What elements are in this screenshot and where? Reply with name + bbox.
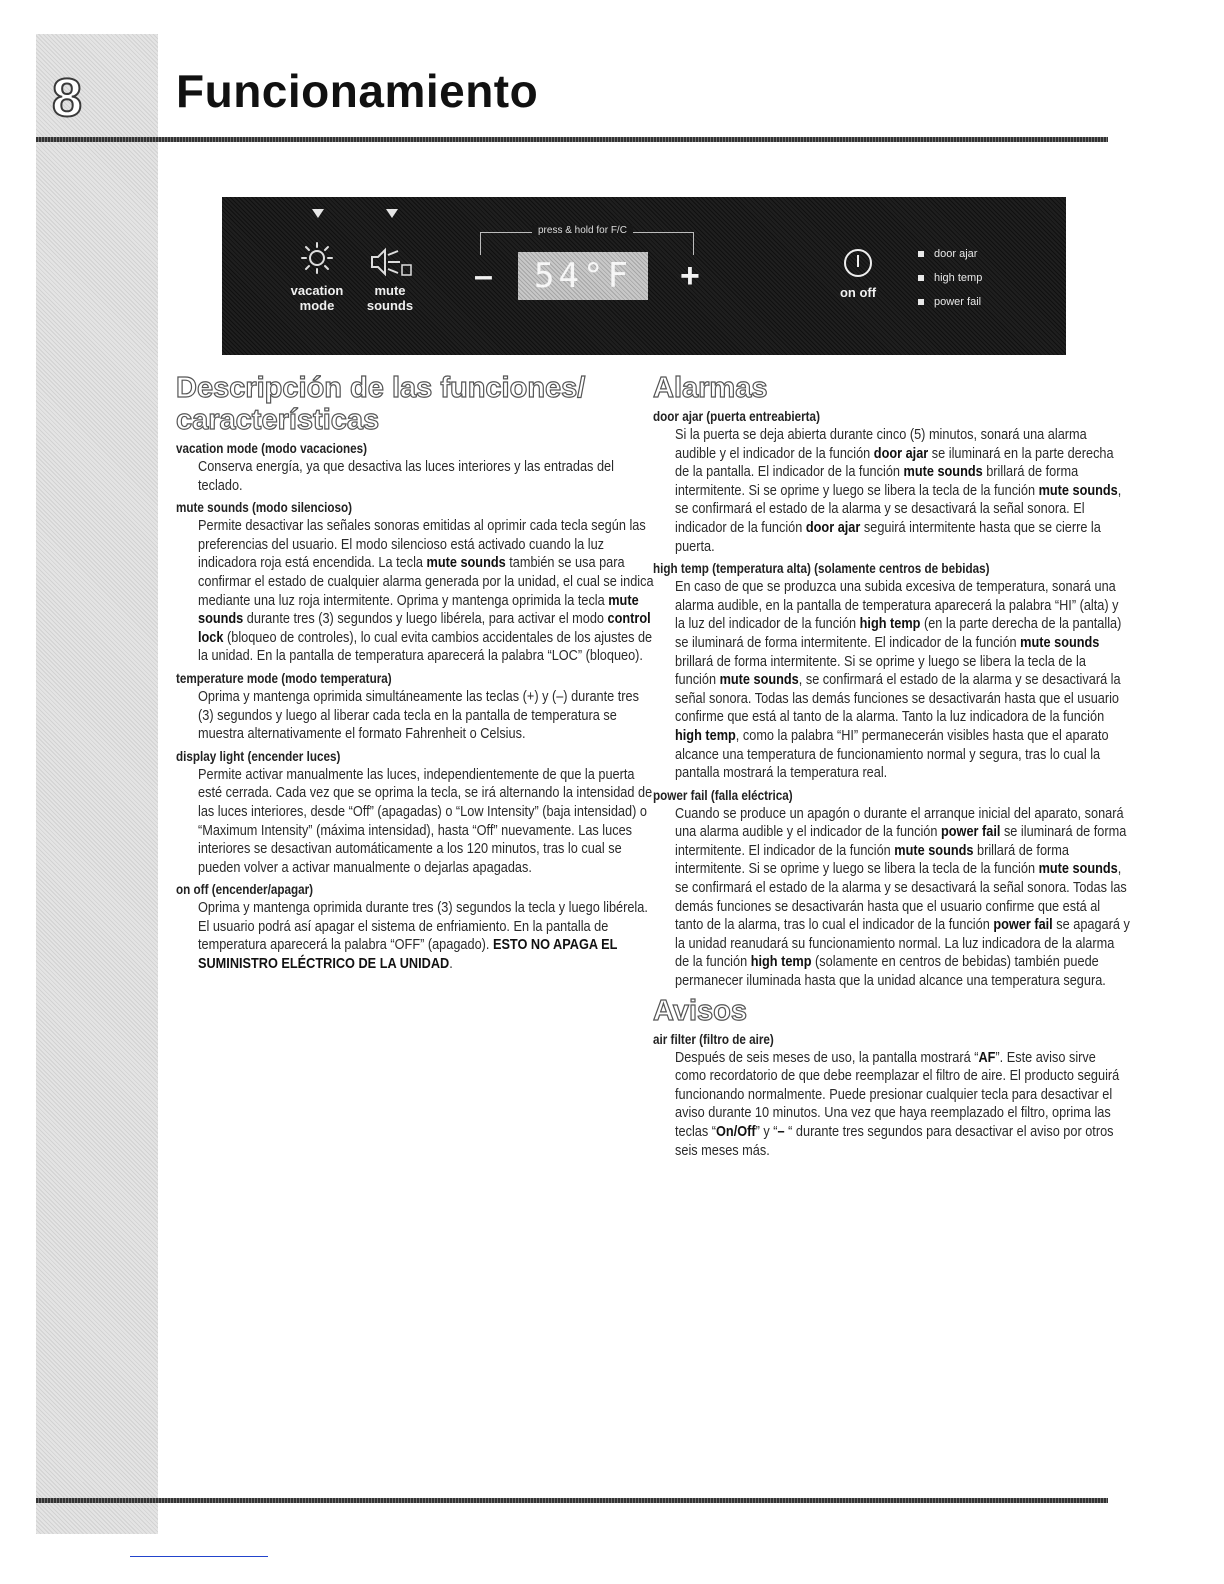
emphasis: ESTO NO APAGA EL SUMINISTRO ELÉCTRICO DE LA UNIDAD xyxy=(198,937,618,973)
emphasis: door ajar xyxy=(873,445,929,462)
bottom-rule xyxy=(36,1498,1108,1503)
emphasis: power fail xyxy=(993,917,1053,934)
emphasis: high temp xyxy=(859,616,921,633)
power-icon[interactable] xyxy=(842,247,874,279)
emphasis: control lock xyxy=(198,611,651,646)
indicator-label: door ajar xyxy=(934,248,978,260)
item-title: on off (encender/apagar) xyxy=(176,882,314,898)
page-title: Funcionamiento xyxy=(176,65,539,117)
emphasis: mute sounds xyxy=(198,592,639,628)
item-title: vacation mode (modo vacaciones) xyxy=(176,441,368,456)
mute-arrow-icon xyxy=(386,209,398,218)
emphasis: On/Off xyxy=(716,1124,756,1140)
notices-list xyxy=(653,1031,1120,1161)
on-off-label: on off xyxy=(839,285,877,300)
item-description: Oprima y mantenga oprimida simultáneamente las teclas (+) y (–) durante tres (3) segundos y luego al liberar cada tecla en la pantalla de temperatura se muestra alternativamente el formato Fahrenheit o Celsius. xyxy=(198,688,639,743)
item-title: mute sounds (modo silencioso) xyxy=(176,500,353,516)
indicator-door-ajar xyxy=(918,242,982,266)
side-strip xyxy=(36,34,158,1534)
vacation-arrow-icon xyxy=(312,209,324,218)
item-description: Cuando se produce un apagón o durante el arranque inicial del aparato, sonará una alarma audible y el indicador de la función power fail se iluminará de forma intermitente. El indicador de la función mute sounds brillará de forma intermitente. Si se oprime y luego se libera la tecla de la función mute sounds, se confirmará el estado de la alarma y se desactivará la señal sonora. Todas las demás funciones se desactivarán hasta que el usuario confirme que está al tanto de la alarma, tras lo cual el indicador de la función power fail se apagará y la unidad reanudará su funcionamiento normal. La luz indicadora de la alarma de la función high temp (solamente en centros de bebidas) también puede permanecer iluminada hasta que la unidad alcance una temperatura segura. xyxy=(675,805,1130,990)
indicator-dot xyxy=(918,275,924,281)
temperature-display: 54°F xyxy=(518,252,648,300)
emphasis: AF xyxy=(978,1049,996,1066)
item-title: door ajar (puerta entreabierta) xyxy=(653,409,820,424)
mute-sounds-label: mute sounds xyxy=(366,283,414,313)
emphasis: mute sounds xyxy=(1020,634,1100,651)
emphasis: door ajar xyxy=(805,519,861,536)
features-heading: Descripción de las funciones/ características xyxy=(176,372,586,436)
item-title: display light (encender luces) xyxy=(176,748,341,764)
item-description: Permite activar manualmente las luces, independientemente de que la puerta esté cerrada. Cada vez que se oprima la tecla, se irá alternando la intensidad de las luces interiores, desde “Off” (apagadas) o “Low Intensity” (baja intensidad) o “Maximum Intensity” (máxima intensidad), hasta “Off” nuevamente. Las luces interiores se desactivan automáticamente a los 120 minutos, tras lo cual se pueden volver a activar manualmente o dejarlas apagadas. xyxy=(198,766,653,876)
bottom-link-underline xyxy=(130,1556,268,1557)
emphasis: mute sounds xyxy=(1038,482,1118,499)
item-title: high temp (temperatura alta) (solamente centros de bebidas) xyxy=(653,561,990,577)
item-description: Conserva energía, ya que desactiva las luces interiores y las entradas del teclado. xyxy=(198,459,614,494)
emphasis: mute sounds xyxy=(894,842,974,859)
emphasis: mute sounds xyxy=(426,555,506,572)
emphasis: high temp xyxy=(675,727,736,744)
indicator-dot xyxy=(918,299,924,305)
item-description: Si la puerta se deja abierta durante cinco (5) minutos, sonará una alarma audible y el indicador de la función door ajar se iluminará en la parte derecha de la pantalla. El indicador de la función mute sounds brillará de forma intermitente. Si se oprime y luego se libera la tecla de la función mute sounds, se confirmará el estado de la alarma y se desactivará la señal sonora. El indicador de la función door ajar seguirá intermitente hasta que se cierre la puerta. xyxy=(675,427,1122,555)
indicator-dot xyxy=(918,251,924,257)
item-title: power fail (falla eléctrica) xyxy=(653,787,793,803)
indicator-high-temp xyxy=(918,266,982,290)
emphasis: high temp xyxy=(750,954,812,971)
item-description: Después de seis meses de uso, la pantalla mostrará “AF”. Este aviso sirve como recordatorio de que debe reemplazar el filtro de aire. El producto seguirá funcionando normalmente. Puede presionar cualquier tecla para desactivar el aviso durante 10 minutos. Una vez que haya reemplazado el filtro, oprima las teclas “On/Off” y “– “ durante tres segundos para desactivar el aviso por otros seis meses más. xyxy=(675,1049,1120,1159)
indicator-power-fail xyxy=(918,290,982,314)
notices-heading: Avisos xyxy=(653,994,748,1027)
emphasis: power fail xyxy=(940,824,1001,841)
emphasis: mute sounds xyxy=(719,672,799,689)
alarms-list xyxy=(653,409,1130,991)
top-rule xyxy=(36,137,1108,142)
alarm-indicators xyxy=(918,242,982,314)
alarms-column xyxy=(653,372,1130,1164)
item-title: air filter (filtro de aire) xyxy=(653,1031,774,1047)
emphasis: – xyxy=(777,1124,785,1140)
item-title: temperature mode (modo temperatura) xyxy=(176,670,392,686)
control-panel xyxy=(222,197,1066,355)
item-description: Oprima y mantenga oprimida durante tres (3) segundos la tecla y luego libérela. El usuario podrá así apagar el sistema de enfriamiento. En la pantalla de temperatura aparecerá la palabra “OFF” (apagado). ESTO NO APAGA EL SUMINISTRO ELÉCTRICO DE LA UNIDAD. xyxy=(198,900,648,973)
indicator-label: power fail xyxy=(934,296,982,308)
emphasis: mute sounds xyxy=(1038,861,1118,878)
hold-hint: press & hold for F/C xyxy=(532,225,633,236)
minus-button[interactable]: – xyxy=(474,257,493,295)
mute-speaker-icon[interactable] xyxy=(368,245,414,279)
item-description: Permite desactivar las señales sonoras emitidas al oprimir cada tecla según las preferencias del usuario. El modo silencioso está activado cuando la luz indicadora roja está encendida. La tecla mute sounds también se usa para confirmar el estado de cualquier alarma generada por la unidad, el cual se indica mediante una luz roja intermitente. Oprima y mantenga oprimida la tecla mute sounds durante tres (3) segundos y luego libérela, para activar el modo control lock (bloqueo de controles), lo cual evita cambios accidentales de los ajustes de la unidad. En la pantalla de temperatura aparecerá la palabra “LOC” (bloqueo). xyxy=(198,518,654,665)
vacation-mode-label: vacation mode xyxy=(290,283,344,313)
emphasis: mute sounds xyxy=(903,464,983,481)
alarms-heading: Alarmas xyxy=(653,372,768,404)
plus-button[interactable]: + xyxy=(680,257,700,295)
features-list xyxy=(176,441,654,974)
vacation-sun-icon[interactable] xyxy=(300,241,334,275)
indicator-label: high temp xyxy=(934,272,983,284)
page-number: 8 xyxy=(52,68,83,128)
item-description: En caso de que se produzca una subida excesiva de temperatura, sonará una alarma audible, en la pantalla de temperatura aparecerá la palabra “HI” (alta) y la luz del indicador de la función high temp (en la parte derecha de la pantalla) se iluminará de forma intermitente. El indicador de la función mute sounds brillará de forma intermitente. Si se oprime y luego se libera la tecla de la función mute sounds, se confirmará el estado de la alarma y se desactivará la señal sonora. Todas las demás funciones se desactivarán hasta que el usuario confirme que está al tanto de la alarma. Tanto la luz indicadora de la función high temp, como la palabra “HI” permanecerán visibles hasta que el aparato alcance una temperatura de funcionamiento normal y segura, tras lo cual la pantalla mostrará la temperatura real. xyxy=(675,579,1122,782)
features-column xyxy=(176,372,654,978)
